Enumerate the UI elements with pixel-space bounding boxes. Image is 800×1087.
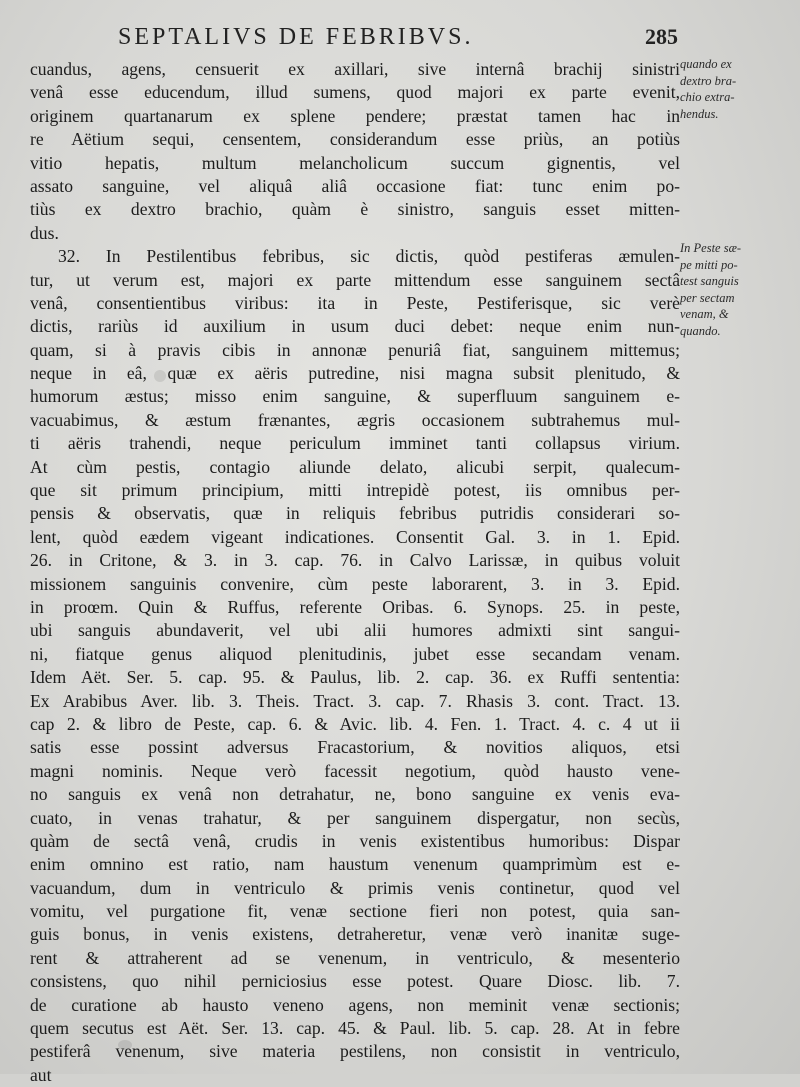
text-line: ni, fiatque genus aliquod plenitudinis, jubet esse secandam venam. — [30, 643, 680, 664]
text-line: humorum æstus; misso enim sanguine, & superfluum sanguinem e- — [30, 386, 680, 407]
text-line: enim omnino est ratio, nam haustum venenum quamprimùm est e- — [30, 854, 680, 875]
page-header — [118, 24, 678, 54]
main-text-block — [30, 58, 680, 1087]
text-line: missionem sanguinis convenire, cùm peste laborarent, 3. in 3. Epid. — [30, 573, 680, 594]
text-line: vacuabimus, & æstum frænantes, ægris occasionem subtrahemus mul- — [30, 409, 680, 430]
text-line: rent & attraherent ad se venenum, in ventriculo, & mesenterio — [30, 947, 680, 968]
text-line: in proœm. Quin & Ruffus, referente Oribas. 6. Synops. 25. in peste, — [30, 596, 680, 617]
margin-note-line: quando ex — [680, 57, 732, 71]
margin-note-line: chio extra- — [680, 90, 735, 104]
margin-note-in-peste — [680, 240, 792, 339]
text-line: re Aëtium sequi, censentem, considerandum esse priùs, an potiùs — [30, 129, 680, 150]
text-line: vitio hepatis, multum melancholicum succum gignentis, vel — [30, 152, 680, 173]
text-line: neque in eâ, quæ ex aëris putredine, nisi magna subsit plenitudo, & — [30, 363, 680, 384]
text-line: dus. — [30, 222, 59, 243]
margin-note-line: In Peste sæ- — [680, 241, 742, 255]
text-line: vacuandum, dum in ventriculo & primis venis continetur, quod vel — [30, 877, 680, 898]
text-line: venâ, consentientibus viribus: ita in Peste, Pestiferisque, sic verè — [30, 292, 680, 313]
text-line: quam, si à pravis cibis in annonæ penuriâ fiat, sanguinem mittemus; — [30, 339, 680, 360]
margin-note-line: dextro bra- — [680, 73, 737, 88]
text-line: cap 2. & libro de Peste, cap. 6. & Avic. lib. 4. Fen. 1. Tract. 4. c. 4 ut ii — [30, 713, 680, 734]
text-line: magni nominis. Neque verò facessit negotium, quòd hausto vene- — [30, 760, 680, 781]
text-line: 32. In Pestilentibus febribus, sic dictis, quòd pestiferas æmulen- — [58, 246, 680, 267]
text-line: assato sanguine, vel aliquâ aliâ occasione fiat: tunc enim po- — [30, 175, 680, 196]
text-line: quàm de sectâ venâ, crudis in venis existentibus humoribus: Dispar — [30, 830, 680, 851]
text-line: lent, quòd eædem vigeant indicationes. Consentit Gal. 3. in 1. Epid. — [30, 526, 680, 547]
margin-note-dextro-brachio — [680, 56, 792, 122]
running-head: SEPTALIVS DE FEBRIBVS. — [118, 24, 474, 50]
text-line: dictis, rariùs id auxilium in usum duci debet: neque enim nun- — [30, 316, 680, 337]
text-line: vomitu, vel purgatione fit, venæ sectione fieri non potest, quia san- — [30, 901, 680, 922]
margin-note-line: venam, & — [680, 307, 729, 321]
text-line: ti aëris trahendi, neque periculum imminet tanti collapsus virium. — [30, 433, 680, 454]
margin-note-line: hendus. — [680, 106, 719, 121]
text-line: venâ esse educendum, illud sumens, quod majori ex parte evenit, — [30, 82, 680, 103]
text-line: ubi sanguis abundaverit, vel ubi alii humores admixti sint sangui- — [30, 620, 680, 641]
text-line: originem quartanarum ex splene pendere; præstat tamen hac in — [30, 105, 680, 126]
text-line: consistens, quo nihil perniciosius esse potest. Quare Diosc. lib. 7. — [30, 971, 680, 992]
text-line: cuandus, agens, censuerit ex axillari, sive internâ brachij sinistri — [30, 59, 680, 79]
text-line: que sit primum principium, mitti intrepidè potest, iis omnibus per- — [30, 480, 680, 501]
text-line: tur, ut verum est, majori ex parte mittendum esse sanguinem sectâ — [30, 269, 680, 290]
page-number: 285 — [645, 24, 678, 49]
text-line: pensis & observatis, quæ in reliquis febribus putridis considerari so- — [30, 503, 680, 524]
text-line: 26. in Critone, & 3. in 3. cap. 76. in Calvo Larissæ, in quibus voluit — [30, 550, 680, 571]
margin-note-line: per sectam — [680, 290, 735, 305]
text-line: guis bonus, in venis existens, detraheretur, venæ verò inanitæ suge- — [30, 924, 680, 945]
paper-stain — [118, 1040, 132, 1050]
text-line: aut — [30, 1064, 52, 1085]
text-line: At cùm pestis, contagio aliunde delato, alicubi serpit, qualecum- — [30, 456, 680, 477]
text-line: Idem Aët. Ser. 5. cap. 95. & Paulus, lib. 2. cap. 36. ex Ruffi sententia: — [30, 667, 680, 688]
paper-stain — [154, 370, 166, 382]
text-line: tiùs ex dextro brachio, quàm è sinistro, sanguis esset mitten- — [30, 199, 680, 220]
text-line: pestiferâ venenum, sive materia pestilens, non consistit in ventriculo, — [30, 1041, 680, 1062]
margin-note-line: test sanguis — [680, 274, 739, 288]
text-line: satis esse possint adversus Fracastorium, & novitios aliquos, etsi — [30, 737, 680, 758]
text-line: Ex Arabibus Aver. lib. 3. Theis. Tract. 3. cap. 7. Rhasis 3. cont. Tract. 13. — [30, 690, 680, 711]
margin-note-line: quando. — [680, 323, 721, 338]
text-line: de curatione ab hausto veneno agens, non meminit venæ sectionis; — [30, 994, 680, 1015]
text-line: quem secutus est Aët. Ser. 13. cap. 45. & Paul. lib. 5. cap. 28. At in febre — [30, 1018, 680, 1039]
text-line: cuato, in venas trahatur, & per sanguinem dispergatur, non secùs, — [30, 807, 680, 828]
text-line: no sanguis ex venâ non detrahatur, ne, bono sanguine ex venis eva- — [30, 784, 680, 805]
margin-note-line: pe mitti po- — [680, 257, 738, 272]
